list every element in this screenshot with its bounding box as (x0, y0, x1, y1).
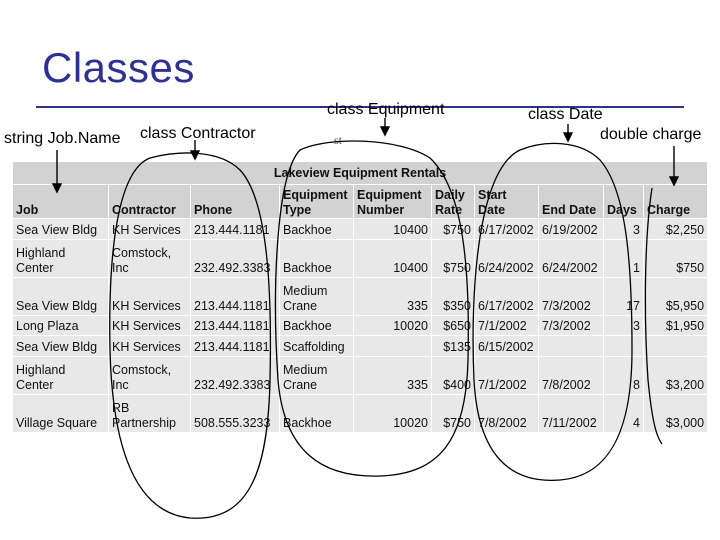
cell-phone: 213.444.1181 (191, 219, 280, 240)
cell-charge: $3,000 (644, 394, 708, 432)
cell-equipment-number (354, 336, 432, 357)
annotation-contractor: class Contractor (140, 125, 256, 142)
cell-contractor: Comstock, Inc (109, 239, 191, 277)
header-start-date: Start Date (475, 185, 539, 219)
cell-charge (644, 336, 708, 357)
cell-job: Sea View Bldg (13, 219, 109, 240)
cell-equipment-type: Backhoe (280, 315, 354, 336)
cell-start-date: 6/17/2002 (475, 219, 539, 240)
cell-phone: 232.492.3383 (191, 239, 280, 277)
cell-days: 4 (604, 394, 644, 432)
cell-phone: 508.555.3233 (191, 394, 280, 432)
header-job: Job (13, 185, 109, 219)
cell-charge: $3,200 (644, 357, 708, 395)
cell-equipment-number: 335 (354, 277, 432, 315)
cell-equipment-type: Backhoe (280, 394, 354, 432)
cell-equipment-type: Medium Crane (280, 357, 354, 395)
equipment-arrow-icon (381, 127, 389, 135)
cell-end-date: 7/3/2002 (539, 277, 604, 315)
cell-days (604, 336, 644, 357)
contractor-arrow-icon (191, 151, 199, 159)
table-row (13, 357, 708, 395)
cell-phone: 213.444.1181 (191, 336, 280, 357)
rentals-table (12, 161, 708, 433)
cell-days: 8 (604, 357, 644, 395)
table-row (13, 219, 708, 240)
table-row (13, 315, 708, 336)
cell-charge: $750 (644, 239, 708, 277)
date-arrow-icon (564, 133, 572, 141)
cell-start-date: 7/1/2002 (475, 357, 539, 395)
rentals-table-wrap (12, 161, 707, 433)
cell-equipment-number: 10020 (354, 394, 432, 432)
cell-equipment-number: 10020 (354, 315, 432, 336)
cell-equipment-number: 10400 (354, 219, 432, 240)
cell-daily-rate: $400 (432, 357, 475, 395)
header-phone: Phone (191, 185, 280, 219)
header-charge: Charge (644, 185, 708, 219)
cell-phone: 213.444.1181 (191, 315, 280, 336)
cell-job: Sea View Bldg (13, 336, 109, 357)
table-row (13, 277, 708, 315)
cell-contractor: Comstock, Inc (109, 357, 191, 395)
cell-start-date: 7/8/2002 (475, 394, 539, 432)
cell-start-date: 7/1/2002 (475, 315, 539, 336)
annotation-job-name: string Job.Name (4, 130, 121, 147)
table-row (13, 239, 708, 277)
cell-contractor: KH Services (109, 315, 191, 336)
cell-job: Highland Center (13, 239, 109, 277)
table-caption: Lakeview Equipment Rentals (13, 162, 708, 185)
cell-job: Long Plaza (13, 315, 109, 336)
cell-job: Highland Center (13, 357, 109, 395)
cell-daily-rate: $750 (432, 239, 475, 277)
table-row (13, 336, 708, 357)
cell-equipment-number: 10400 (354, 239, 432, 277)
header-equipment-number: Equipment Number (354, 185, 432, 219)
header-days: Days (604, 185, 644, 219)
cell-end-date: 7/3/2002 (539, 315, 604, 336)
header-contractor: Contractor (109, 185, 191, 219)
header-daily-rate: Daily Rate (432, 185, 475, 219)
cell-equipment-type: Scaffolding (280, 336, 354, 357)
cell-days: 1 (604, 239, 644, 277)
cell-charge: $5,950 (644, 277, 708, 315)
annotation-equipment: class Equipment (327, 101, 445, 118)
cell-days: 3 (604, 315, 644, 336)
cell-start-date: 6/24/2002 (475, 239, 539, 277)
cell-equipment-number: 335 (354, 357, 432, 395)
cell-contractor: KH Services (109, 219, 191, 240)
cell-end-date: 6/19/2002 (539, 219, 604, 240)
cell-days: 3 (604, 219, 644, 240)
header-end-date: End Date (539, 185, 604, 219)
cell-job: Village Square (13, 394, 109, 432)
cell-job: Sea View Bldg (13, 277, 109, 315)
cell-daily-rate: $135 (432, 336, 475, 357)
annotation-charge: double charge (600, 126, 702, 143)
cell-phone: 213.444.1181 (191, 277, 280, 315)
cell-equipment-type: Medium Crane (280, 277, 354, 315)
cell-daily-rate: $750 (432, 219, 475, 240)
cell-contractor: KH Services (109, 336, 191, 357)
cell-charge: $1,950 (644, 315, 708, 336)
cell-daily-rate: $350 (432, 277, 475, 315)
cell-equipment-type: Backhoe (280, 239, 354, 277)
cell-start-date: 6/17/2002 (475, 277, 539, 315)
cell-contractor: RB Partnership (109, 394, 191, 432)
stray-mark: st (334, 133, 343, 147)
cell-start-date: 6/15/2002 (475, 336, 539, 357)
cell-end-date: 6/24/2002 (539, 239, 604, 277)
cell-daily-rate: $650 (432, 315, 475, 336)
slide-title: Classes (42, 44, 195, 91)
cell-phone: 232.492.3383 (191, 357, 280, 395)
cell-contractor: KH Services (109, 277, 191, 315)
table-row (13, 394, 708, 432)
header-row (13, 185, 708, 219)
cell-end-date: 7/8/2002 (539, 357, 604, 395)
cell-equipment-type: Backhoe (280, 219, 354, 240)
header-equipment-type: Equipment Type (280, 185, 354, 219)
annotation-date: class Date (528, 106, 603, 123)
cell-end-date (539, 336, 604, 357)
cell-end-date: 7/11/2002 (539, 394, 604, 432)
cell-days: 17 (604, 277, 644, 315)
cell-charge: $2,250 (644, 219, 708, 240)
cell-daily-rate: $750 (432, 394, 475, 432)
